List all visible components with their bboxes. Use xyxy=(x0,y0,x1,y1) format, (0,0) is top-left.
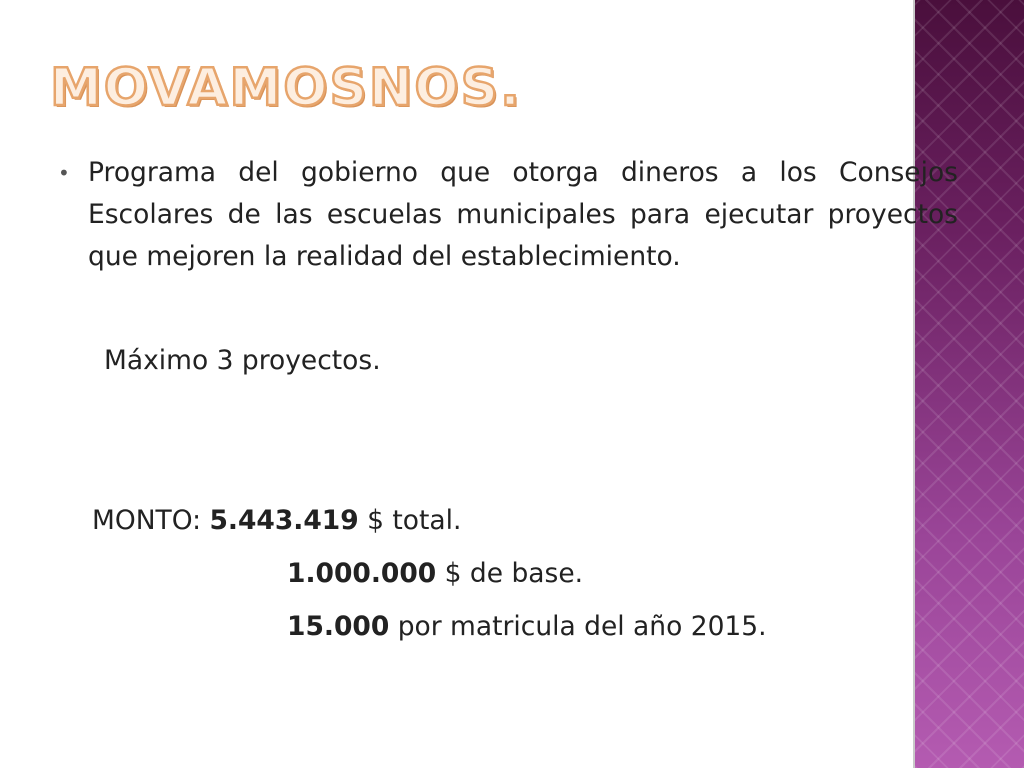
bullet-text: Programa del gobierno que otorga dineros a los Consejos Escolares de las escuelas municipales para ejecutar proyectos que mejoren la realidad del establecimiento. xyxy=(88,157,958,272)
base-line xyxy=(287,553,583,595)
decorative-side-band xyxy=(913,0,1024,768)
base-suffix: $ de base. xyxy=(436,558,584,589)
monto-label: MONTO: xyxy=(92,505,210,536)
max-projects-line: Máximo 3 proyectos. xyxy=(104,345,381,376)
matricula-value: 15.000 xyxy=(287,611,390,642)
slide-title: MOVAMOSNOS. xyxy=(50,58,522,118)
monto-value: 5.443.419 xyxy=(209,505,359,536)
slide-body xyxy=(58,152,958,278)
matricula-line xyxy=(287,606,767,648)
bullet-item xyxy=(58,152,958,278)
monto-suffix: $ total. xyxy=(358,505,462,536)
matricula-suffix: por matricula del año 2015. xyxy=(389,611,767,642)
bullet-dot-icon: • xyxy=(58,161,70,185)
base-value: 1.000.000 xyxy=(287,558,437,589)
monto-line xyxy=(92,500,461,542)
